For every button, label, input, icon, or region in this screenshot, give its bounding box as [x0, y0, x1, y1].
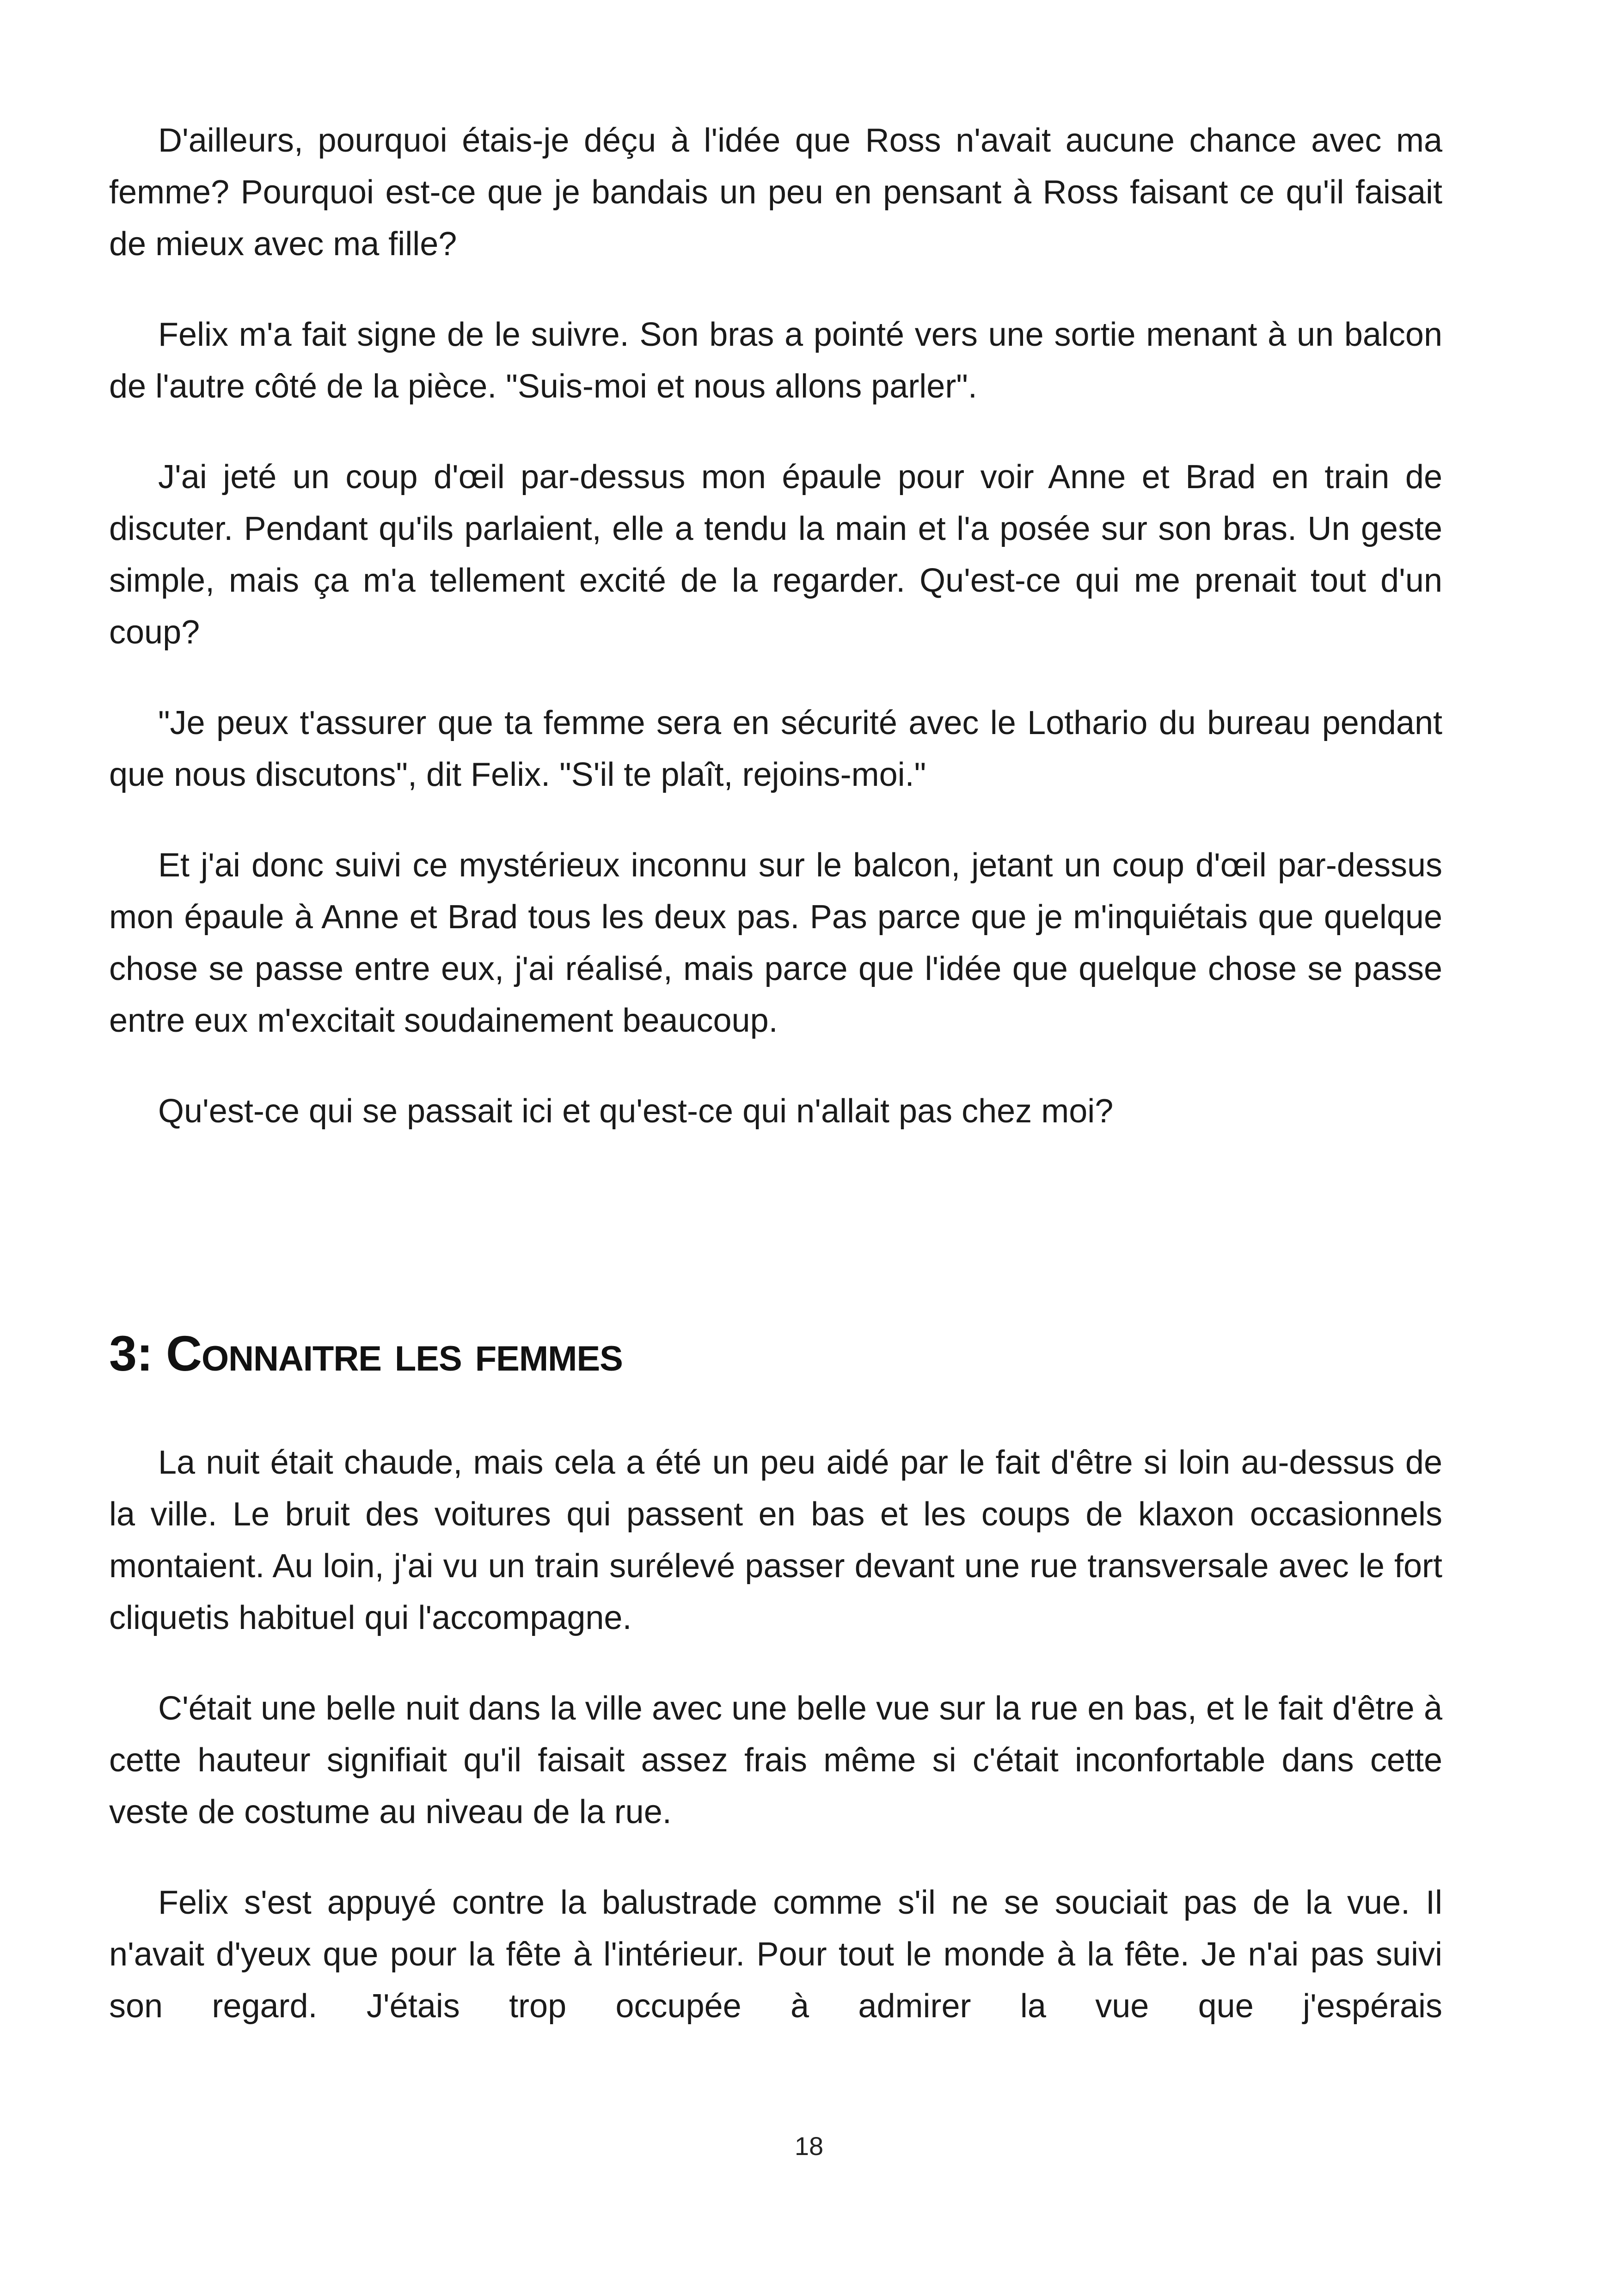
body-text-chapter	[109, 1437, 1442, 2032]
body-text-before-chapter	[109, 115, 1442, 1137]
paragraph: Et j'ai donc suivi ce mystérieux inconnu sur le balcon, jetant un coup d'œil par-dessus mon épaule à Anne et Brad tous les deux pas. Pas parce que je m'inquiétais que quelque chose se passe entre eux, j'ai réalisé, mais parce que l'idée que quelque chose se passe entre eux m'excitait soudainement beaucoup.	[109, 847, 1442, 1039]
paragraph: Felix s'est appuyé contre la balustrade comme s'il ne se souciait pas de la vue. Il n'avait d'yeux que pour la fête à l'intérieur. Pour tout le monde à la fête. Je n'ai pas suivi son regard. J'étais trop occupée à admirer la vue que j'espérais	[109, 1884, 1442, 2025]
paragraph: Felix m'a fait signe de le suivre. Son bras a pointé vers une sortie menant à un balcon de l'autre côté de la pièce. "Suis-moi et nous allons parler".	[109, 316, 1442, 405]
paragraph: J'ai jeté un coup d'œil par-dessus mon épaule pour voir Anne et Brad en train de discuter. Pendant qu'ils parlaient, elle a tendu la main et l'a posée sur son bras. Un geste simple, mais ça m'a tellement excité de la regarder. Qu'est-ce qui me prenait tout d'un coup?	[109, 459, 1442, 651]
page-number: 18	[794, 2131, 824, 2161]
paragraph: La nuit était chaude, mais cela a été un peu aidé par le fait d'être si loin au-dessus de la ville. Le bruit des voitures qui passent en bas et les coups de klaxon occasionnels montaient. Au loin, j'ai vu un train surélevé passer devant une rue transversale avec le fort cliquetis habituel qui l'accompagne.	[109, 1444, 1442, 1636]
paragraph: Qu'est-ce qui se passait ici et qu'est-ce qui n'allait pas chez moi?	[158, 1093, 1114, 1130]
paragraph: D'ailleurs, pourquoi étais-je déçu à l'idée que Ross n'avait aucune chance avec ma femme? Pourquoi est-ce que je bandais un peu en pensant à Ross faisant ce qu'il faisait de mieux avec ma fille?	[109, 122, 1442, 263]
paragraph: "Je peux t'assurer que ta femme sera en sécurité avec le Lothario du bureau pendant que nous discutons", dit Felix. "S'il te plaît, rejoins-moi."	[109, 704, 1442, 793]
chapter-title: 3: Connaitre les femmes	[109, 1325, 623, 1381]
paragraph: C'était une belle nuit dans la ville avec une belle vue sur la rue en bas, et le fait d'être à cette hauteur signifiait qu'il faisait assez frais même si c'était inconfortable dans cette veste de costume au niveau de la rue.	[109, 1690, 1442, 1831]
